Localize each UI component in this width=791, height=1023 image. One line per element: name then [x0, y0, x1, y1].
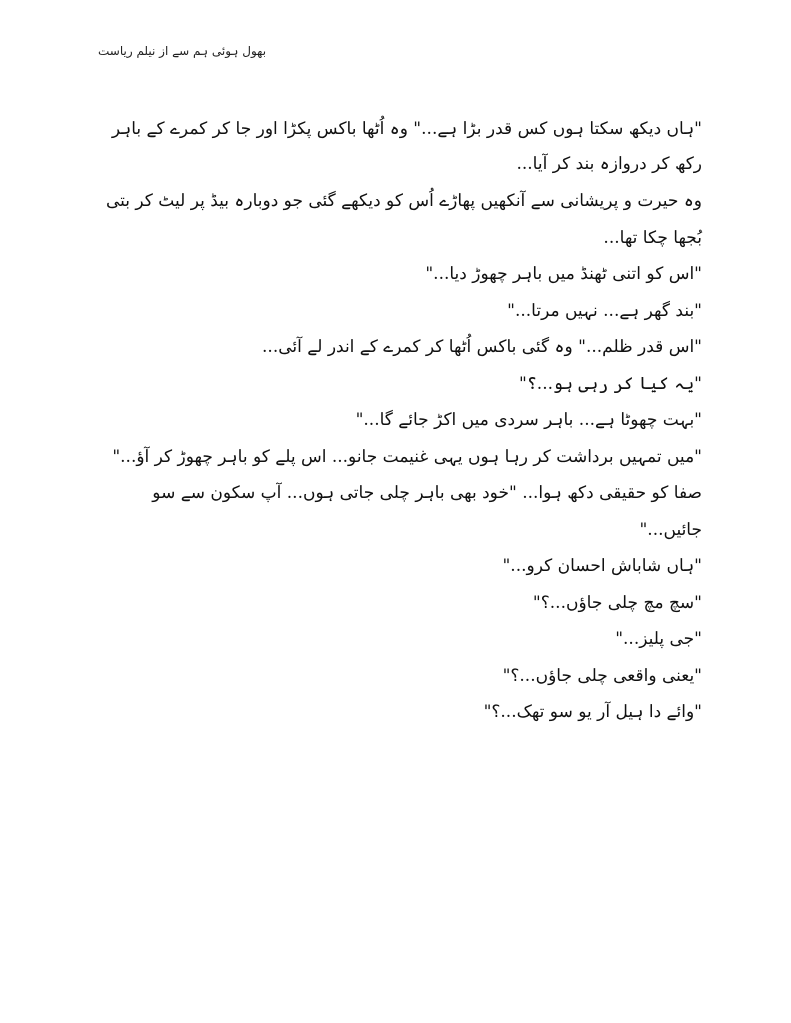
paragraph-12: "جی پلیز...": [615, 629, 702, 649]
paragraph-8: "میں تمہیں برداشت کر رہا ہوں یہی غنیمت جانو... اس پلے کو باہر چھوڑ کر آؤ...": [112, 446, 702, 467]
page-body: [90, 112, 702, 731]
paragraph-5: "اس قدر ظلم..." وہ گئی باکس اُٹھا کر کمرے کے اندر لے آئی...: [262, 337, 702, 357]
paragraph-7: "بہت چھوٹا ہے... باہر سردی میں اکڑ جائے گا...": [355, 410, 702, 430]
paragraph-9: صفا کو حقیقی دکھ ہوا... "خود بھی باہر چلی جاتی ہوں... آپ سکون سے سو جائیں...": [152, 483, 702, 540]
paragraph-1: "ہاں دیکھ سکتا ہوں کس قدر بڑا ہے..." وہ اُٹھا باکس پکڑا اور جا کر کمرے کے باہر رکھ کر دروازہ بند کر آیا...: [111, 119, 702, 174]
page-header: بھول ہوئی ہم سے از نیلم ریاست: [98, 44, 267, 58]
paragraph-10: "ہاں شاباش احسان کرو...": [502, 556, 702, 576]
paragraph-6: "یہ کیا کر رہی ہو...؟": [519, 373, 702, 394]
paragraph-13: "یعنی واقعی چلی جاؤں...؟": [502, 665, 702, 686]
paragraph-4: "بند گھر ہے... نہیں مرتا...": [507, 300, 702, 321]
paragraph-2: وہ حیرت و پریشانی سے آنکھیں پھاڑے اُس کو دیکھے گئی جو دوبارہ بیڈ پر لیٹ کر بتی بُجھا چکا تھا...: [105, 191, 702, 248]
paragraph-14: "وائے دا ہیل آر یو سو تھک...؟": [483, 702, 702, 722]
paragraph-3: "اس کو اتنی ٹھنڈ میں باہر چھوڑ دیا...": [425, 264, 702, 284]
paragraph-11: "سچ مچ چلی جاؤں...؟": [532, 592, 702, 613]
